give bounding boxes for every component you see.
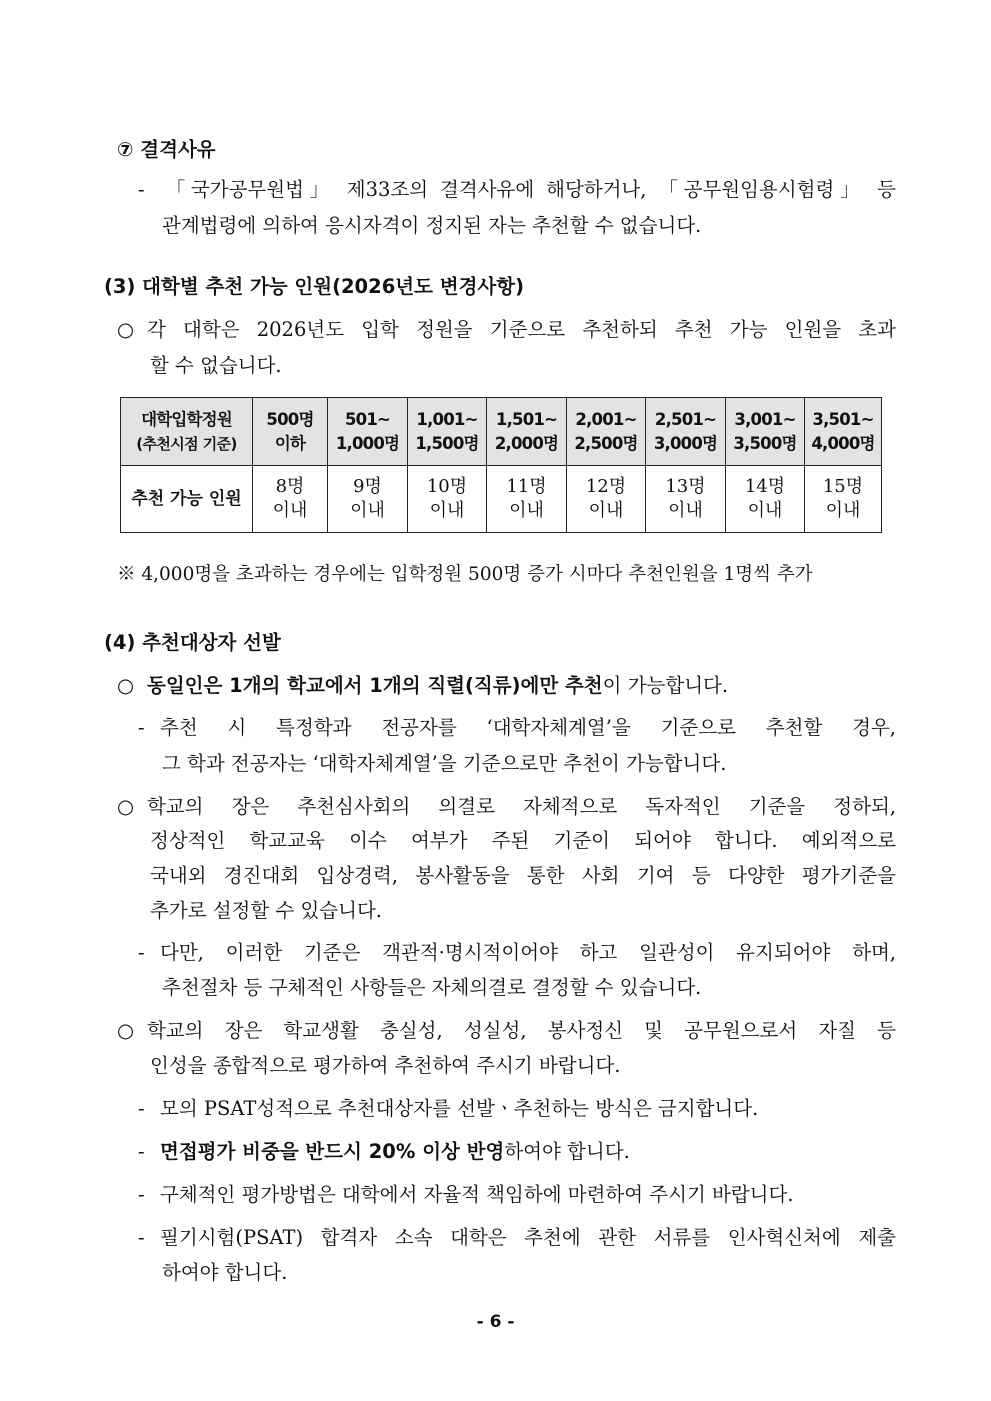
quota-table-count-cell: 15명 이내 [805, 466, 882, 533]
dash-marker: - [138, 716, 145, 739]
dash-marker: - [138, 178, 145, 201]
quota-table [120, 397, 882, 533]
interview-weight-emphasis: 면접평가 비중을 반드시 20% 이상 반영 [160, 1140, 505, 1163]
quota-table-row-header-capacity: 대학입학정원 (추천시점 기준) [121, 398, 253, 466]
dash-marker: - [138, 1140, 145, 1163]
quota-paragraph [117, 314, 896, 342]
disqualification-paragraph [138, 174, 896, 202]
selection-para-3: ○ 학교의 장은 학교생활 충실성, 성실성, 봉사정신 및 공무원으로서 자질 등 [117, 1019, 896, 1042]
selection-para-2-dash-line-2: 추천절차 등 구체적인 사항들은 자체의결로 결정할 수 있습니다. [162, 976, 702, 999]
quota-table-count-cell: 10명 이내 [408, 466, 487, 533]
quota-table-count-cell: 8명 이내 [253, 466, 328, 533]
quota-table-count-cell: 14명 이내 [726, 466, 805, 533]
quota-table-range-cell: 1,001~ 1,500명 [408, 398, 487, 466]
circle-bullet-icon: ○ [117, 674, 135, 697]
selection-para-3-dash-4: - 필기시험(PSAT) 합격자 소속 대학은 추천에 관한 서류를 인사혁신처에 제출 [138, 1226, 896, 1249]
quota-table-count-cell: 13명 이내 [646, 466, 726, 533]
disqualification-line-1: - 「국가공무원법」 제33조의 결격사유에 해당하거나, 「공무원임용시험령」 등 [138, 178, 896, 201]
dash-marker: - [138, 1183, 145, 1206]
quota-note: ※ 4,000명을 초과하는 경우에는 입학정원 500명 증가 시마다 추천인원을 1명씩 추가 [117, 564, 813, 585]
page-number: - 6 - [476, 1312, 515, 1332]
selection-para-2-line-4: 추가로 설정할 수 있습니다. [150, 899, 383, 922]
disqualification-line-2: 관계법령에 의하여 응시자격이 정지된 자는 추천할 수 없습니다. [162, 214, 702, 237]
dash-marker: - [138, 1097, 145, 1120]
selection-para-1-emphasis: 동일인은 1개의 학교에서 1개의 직렬(직류)에만 추천 [147, 674, 603, 697]
circle-bullet-icon: ○ [117, 1019, 135, 1042]
section-heading-selection: (4) 추천대상자 선발 [104, 631, 281, 654]
quota-table-header-row [121, 398, 882, 466]
dash-marker: - [138, 941, 145, 964]
quota-table-count-cell: 11명 이내 [487, 466, 567, 533]
selection-para-2-line-2: 정상적인 학교교육 이수 여부가 주된 기준이 되어야 합니다. 예외적으로 [150, 829, 896, 852]
dash-marker: - [138, 1226, 145, 1249]
quota-table-count-cell: 12명 이내 [567, 466, 646, 533]
quota-line-1: ○ 각 대학은 2026년도 입학 정원을 기준으로 추천하되 추천 가능 인원을 초과 [117, 318, 896, 341]
quota-line-2: 할 수 없습니다. [150, 354, 282, 377]
selection-para-3-line-2: 인성을 종합적으로 평가하여 추천하여 주시기 바랍니다. [150, 1054, 621, 1077]
selection-para-3-dash-4-line-2: 하여야 합니다. [162, 1261, 288, 1284]
section-heading-disqualification: ⑦ 결격사유 [117, 138, 216, 161]
quota-table-count-row [121, 466, 882, 533]
selection-para-3-dash-2: - 면접평가 비중을 반드시 20% 이상 반영하여야 합니다. [138, 1140, 630, 1163]
circle-bullet-icon: ○ [117, 795, 135, 818]
selection-para-2: ○ 학교의 장은 추천심사회의 의결로 자체적으로 독자적인 기준을 정하되, [117, 795, 896, 818]
quota-table-range-cell: 1,501~ 2,000명 [487, 398, 567, 466]
selection-para-2-dash: - 다만, 이러한 기준은 객관적·명시적이어야 하고 일관성이 유지되어야 하며, [138, 941, 896, 964]
quota-table-range-cell: 2,001~ 2,500명 [567, 398, 646, 466]
selection-para-1: ○ 동일인은 1개의 학교에서 1개의 직렬(직류)에만 추천이 가능합니다. [117, 674, 729, 697]
section-heading-quota: (3) 대학별 추천 가능 인원(2026년도 변경사항) [104, 275, 524, 298]
selection-para-1-dash-line-2: 그 학과 전공자는 ‘대학자체계열’을 기준으로만 추천이 가능합니다. [162, 752, 727, 775]
quota-table-range-cell: 3,001~ 3,500명 [726, 398, 805, 466]
circle-bullet-icon: ○ [117, 318, 135, 341]
quota-table-range-cell: 2,501~ 3,000명 [646, 398, 726, 466]
selection-para-2-line-3: 국내외 경진대회 입상경력, 봉사활동을 통한 사회 기여 등 다양한 평가기준을 [150, 864, 896, 887]
quota-table-range-cell: 500명 이하 [253, 398, 328, 466]
selection-para-3-dash-1: - 모의 PSAT성적으로 추천대상자를 선발ㆍ추천하는 방식은 금지합니다. [138, 1097, 759, 1120]
quota-table-range-cell: 3,501~ 4,000명 [805, 398, 882, 466]
quota-table-count-cell: 9명 이내 [328, 466, 408, 533]
quota-table-row-header-count: 추천 가능 인원 [121, 466, 253, 533]
quota-table-range-cell: 501~ 1,000명 [328, 398, 408, 466]
selection-para-1-dash: - 추천 시 특정학과 전공자를 ‘대학자체계열’을 기준으로 추천할 경우, [138, 716, 896, 739]
selection-para-3-dash-3: - 구체적인 평가방법은 대학에서 자율적 책임하에 마련하여 주시기 바랍니다. [138, 1183, 794, 1206]
